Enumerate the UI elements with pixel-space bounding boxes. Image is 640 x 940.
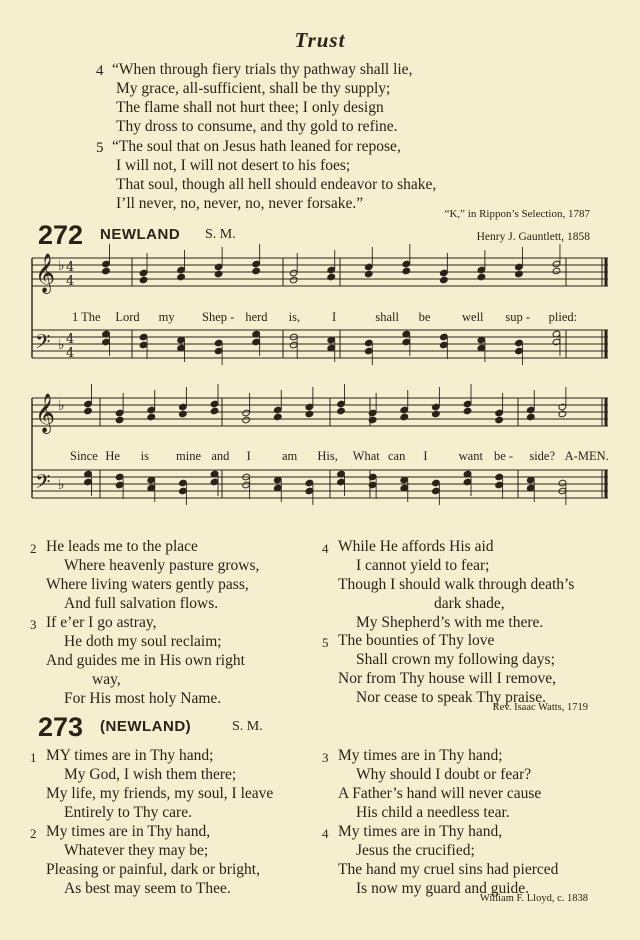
note-head [364, 263, 373, 271]
lyric-syllable: am [282, 449, 298, 463]
verse-line: Whatever they may be; [64, 842, 209, 859]
note-head [289, 269, 298, 277]
note-head [139, 333, 148, 341]
verse-line: That soul, though all hell should endeavor to shake, [116, 176, 437, 193]
note-head [327, 266, 336, 274]
lyric-syllable: want [458, 449, 483, 463]
verse-line: Nor cease to speak Thy praise. [356, 689, 546, 706]
note-head [558, 403, 567, 411]
note-head [558, 410, 567, 418]
note-head [177, 273, 186, 281]
note-head [463, 407, 472, 415]
flat-icon: ♭ [58, 398, 65, 414]
note-head [337, 407, 346, 415]
verse-number: 5 [322, 635, 329, 650]
note-head [440, 276, 449, 284]
note-head [242, 481, 251, 489]
hymn-number: 272 [38, 220, 84, 250]
note-head [139, 269, 148, 277]
verse-line: MY times are in Thy hand; [46, 747, 214, 764]
hymn273-verse-4 [322, 822, 558, 898]
verse-line: Is now my guard and guide. [356, 880, 530, 897]
verse-number: 4 [96, 63, 104, 79]
note-head [515, 270, 524, 278]
note-head [289, 276, 298, 284]
verse-line: My times are in Thy hand; [338, 747, 503, 764]
note-head [305, 479, 314, 487]
verse-line: “When through fiery trials thy pathway shall lie, [112, 61, 413, 78]
note-head [402, 338, 411, 346]
note-head [432, 487, 441, 495]
note-head [177, 266, 186, 274]
note-head [273, 406, 282, 414]
note-head [179, 479, 188, 487]
lyric-syllable: Shep - [202, 310, 235, 324]
verse-line: My times are in Thy hand, [46, 823, 211, 840]
lyrics-line-2 [70, 449, 615, 465]
flat-icon: ♭ [58, 477, 65, 493]
note-head [515, 347, 524, 355]
verse-line: He leads me to the place [46, 538, 198, 555]
note-head [214, 270, 223, 278]
verse-line: As best may seem to Thee. [64, 880, 231, 897]
lyric-syllable: I [246, 449, 251, 463]
meter: S. M. [205, 227, 236, 242]
hymn-number: 273 [38, 712, 84, 742]
verse-number: 2 [30, 826, 37, 841]
verse-line: Where living waters gently pass, [46, 576, 249, 593]
note-head [147, 413, 156, 421]
composer-credit: Henry J. Gauntlett, 1858 [476, 231, 590, 243]
lyric-syllable: Since [70, 449, 98, 463]
verse-line: “The soul that on Jesus hath leaned for repose, [112, 138, 401, 155]
verse-number: 5 [96, 140, 104, 156]
note-head [214, 347, 223, 355]
verse-line: He doth my soul reclaim; [64, 633, 222, 650]
note-head [402, 267, 411, 275]
note-head [495, 481, 504, 489]
treble-clef-icon: 𝄞 [35, 253, 56, 293]
note-head [84, 407, 93, 415]
note-head [552, 267, 561, 275]
hymn273-verse-3 [322, 746, 541, 822]
verse-line: My life, my friends, my soul, I leave [46, 785, 274, 802]
time-signature: 4 [66, 274, 75, 289]
verse-line: Where heavenly pasture grows, [64, 557, 260, 574]
note-head [210, 400, 219, 408]
note-head [115, 416, 124, 424]
verse-line: Shall crown my following days; [356, 651, 555, 668]
note-head [242, 416, 251, 424]
lyric-syllable: and [211, 449, 230, 463]
note-head [400, 406, 409, 414]
verse-line: I will not, I will not desert to his foes; [116, 157, 351, 174]
top-credit: “K,” in Rippon’s Selection, 1787 [444, 208, 590, 220]
note-head [552, 338, 561, 346]
verse-number: 2 [30, 541, 37, 556]
verse-number: 3 [30, 617, 37, 632]
hymn272-verse-3 [30, 613, 245, 708]
verse-line: I’ll never, no, never, no, never forsake.” [116, 195, 364, 212]
note-head [440, 341, 449, 349]
note-head [432, 403, 441, 411]
note-head [440, 333, 449, 341]
verse-line: Though I should walk through death’s [338, 576, 575, 593]
note-head [440, 269, 449, 277]
note-head [252, 267, 261, 275]
hymn272-verse-2 [30, 537, 259, 613]
verse-line: My grace, all-sufficient, shall be thy supply; [116, 80, 391, 97]
lyric-syllable: I [423, 449, 428, 463]
verse-line: If e’er I go astray, [46, 614, 157, 631]
note-head [179, 403, 188, 411]
note-head [515, 263, 524, 271]
flat-icon: ♭ [58, 337, 65, 353]
verse-number: 3 [322, 750, 329, 765]
verse-line: I cannot yield to fear; [356, 557, 490, 574]
note-head [364, 270, 373, 278]
note-head [147, 406, 156, 414]
lyric-syllable: herd [245, 310, 268, 324]
lyric-syllable: be [418, 310, 431, 324]
note-head [495, 473, 504, 481]
lyric-syllable: A-MEN. [564, 449, 609, 463]
note-head [139, 341, 148, 349]
verse-line: The hand my cruel sins had pierced [338, 861, 559, 878]
lyric-syllable: my [158, 310, 175, 324]
time-signature: 4 [66, 260, 75, 275]
lyric-syllable: His, [317, 449, 338, 463]
verse-number: 4 [322, 826, 329, 841]
lyric-syllable: I [332, 310, 337, 324]
note-head [495, 416, 504, 424]
hymn273-credit: William F. Lloyd, c. 1838 [479, 893, 588, 904]
verse-line: dark shade, [434, 595, 505, 612]
lyric-syllable: is, [288, 310, 301, 324]
note-head [364, 347, 373, 355]
lyric-syllable: mine [176, 449, 201, 463]
note-head [115, 473, 124, 481]
verse-line: Nor from Thy house will I remove, [338, 670, 556, 687]
note-head [210, 407, 219, 415]
verse-line: The bounties of Thy love [338, 632, 495, 649]
note-head [305, 403, 314, 411]
note-head [400, 413, 409, 421]
note-head [327, 273, 336, 281]
verse-line: His child a needless tear. [356, 804, 510, 821]
hymn272-verse-5 [322, 631, 556, 707]
note-head [477, 273, 486, 281]
lyric-syllable: sup - [505, 310, 530, 324]
note-head [289, 341, 298, 349]
note-head [214, 339, 223, 347]
note-head [179, 410, 188, 418]
verse-line: And full salvation flows. [64, 595, 219, 612]
note-head [210, 478, 219, 486]
lyric-syllable: be - [494, 449, 514, 463]
note-head [558, 479, 567, 487]
verse-line: My God, I wish them there; [64, 766, 237, 783]
note-head [305, 487, 314, 495]
note-head [432, 410, 441, 418]
hymn272-credit: Rev. Isaac Watts, 1719 [492, 702, 588, 713]
lyric-syllable: What [352, 449, 380, 463]
note-head [552, 260, 561, 268]
bass-clef-icon: 𝄢 [35, 470, 51, 498]
lyric-syllable: He [105, 449, 120, 463]
verse-line: way, [92, 671, 121, 688]
note-head [252, 260, 261, 268]
meter: S. M. [232, 719, 263, 734]
note-head [84, 400, 93, 408]
time-signature: 4 [66, 346, 75, 361]
verse-line: My times are in Thy hand, [338, 823, 503, 840]
flat-icon: ♭ [58, 258, 65, 274]
note-head [515, 339, 524, 347]
treble-clef-icon: 𝄞 [35, 393, 56, 433]
verse-line: A Father’s hand will never cause [338, 785, 542, 802]
bass-clef-icon: 𝄢 [35, 330, 51, 358]
note-head [337, 478, 346, 486]
lyric-syllable: plied: [548, 310, 578, 324]
verse-line: The flame shall not hurt thee; I only design [116, 99, 384, 116]
verse-line: Pleasing or painful, dark or bright, [46, 861, 260, 878]
verse-line: My Shepherd’s with me there. [356, 614, 544, 631]
lyric-syllable: side? [529, 449, 556, 463]
page-title: Trust [294, 28, 346, 52]
note-head [214, 263, 223, 271]
note-head [102, 260, 111, 268]
note-head [432, 479, 441, 487]
verse-line: For His most holy Name. [64, 690, 222, 707]
note-head [115, 409, 124, 417]
hymn273-verse-1 [30, 746, 273, 822]
verse-line: While He affords His aid [338, 538, 494, 555]
note-head [305, 410, 314, 418]
lyric-syllable: can [388, 449, 406, 463]
verse-line: Jesus the crucified; [356, 842, 475, 859]
note-head [252, 338, 261, 346]
note-head [364, 339, 373, 347]
hymn272-verse-4 [322, 537, 574, 632]
hymn273-verse-2 [30, 822, 260, 898]
note-head [402, 260, 411, 268]
lyric-syllable: shall [375, 310, 399, 324]
note-head [463, 400, 472, 408]
note-head [102, 267, 111, 275]
note-head [526, 413, 535, 421]
note-head [242, 409, 251, 417]
note-head [84, 478, 93, 486]
lyric-syllable: well [462, 310, 484, 324]
tune-name: (NEWLAND) [100, 718, 192, 735]
tune-name: NEWLAND [100, 226, 181, 243]
note-head [337, 400, 346, 408]
verse-line: Entirely to Thy care. [64, 804, 192, 821]
lyric-syllable: 1 The [72, 310, 101, 324]
time-signature: 4 [66, 332, 75, 347]
lyric-syllable: is [140, 449, 149, 463]
note-head [477, 266, 486, 274]
verse-number: 4 [322, 541, 329, 556]
note-head [273, 413, 282, 421]
lyric-syllable: Lord [115, 310, 140, 324]
note-head [102, 338, 111, 346]
note-head [463, 478, 472, 486]
verse-line: Thy dross to consume, and thy gold to refine. [116, 118, 398, 135]
verse-line: And guides me in His own right [46, 652, 245, 669]
note-head [139, 276, 148, 284]
note-head [526, 406, 535, 414]
note-head [115, 481, 124, 489]
lyrics-line-1 [72, 310, 612, 326]
verse-line: Why should I doubt or fear? [356, 766, 532, 783]
note-head [495, 409, 504, 417]
verse-number: 1 [30, 750, 37, 765]
note-head [179, 487, 188, 495]
